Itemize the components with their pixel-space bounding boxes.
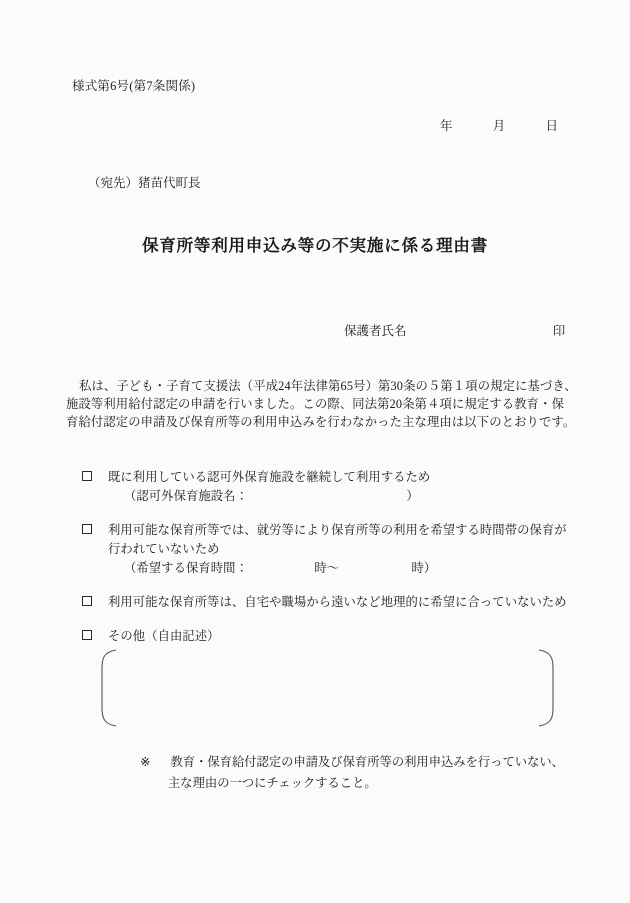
date-month: 月 bbox=[492, 119, 506, 133]
checklist-item-label bbox=[108, 521, 586, 559]
footnote-text-1: 教育・保育給付認定の申請及び保育所等の利用申込みを行っていない、 bbox=[170, 755, 564, 769]
reason-checklist bbox=[66, 468, 586, 661]
checklist-item-geographically-unsuitable[interactable] bbox=[66, 593, 586, 612]
checklist-item-other-free-description[interactable] bbox=[66, 627, 586, 646]
checklist-item-continue-unlicensed-facility[interactable] bbox=[66, 468, 586, 506]
item-line: その他（自由記述） bbox=[108, 629, 220, 643]
seal-mark: 印 bbox=[552, 324, 566, 338]
checklist-item-hours-not-available[interactable] bbox=[66, 521, 586, 578]
item-line: 行われていないため bbox=[108, 542, 220, 556]
footnote-line-1 bbox=[140, 752, 564, 773]
guardian-signature-line bbox=[344, 321, 565, 339]
footnote-mark: ※ bbox=[140, 755, 151, 769]
body-paragraph bbox=[66, 377, 577, 431]
item-line: 利用可能な保育所等では、就労等により保育所等の利用を希望する時間帯の保育が bbox=[108, 523, 567, 537]
checkbox-hours-not-available[interactable] bbox=[82, 524, 92, 534]
free-text-left-bracket bbox=[102, 650, 116, 726]
desired-hours-separator: 時〜 bbox=[314, 561, 340, 575]
body-line-3: 育給付認定の申請及び保育所等の利用申込みを行わなかった主な理由は以下のとおりです。 bbox=[66, 415, 576, 429]
facility-name-field-row bbox=[124, 487, 586, 506]
checkbox-geographically-unsuitable[interactable] bbox=[82, 596, 92, 606]
desired-hours-close-paren: 時） bbox=[411, 561, 437, 575]
item-line: 利用可能な保育所等は、自宅や職場から遠いなど地理的に希望に合っていないため bbox=[108, 595, 567, 609]
checkbox-other-free-description[interactable] bbox=[82, 630, 92, 640]
guardian-name-label: 保護者氏名 bbox=[344, 324, 407, 338]
facility-name-close-paren: ） bbox=[406, 489, 419, 503]
checklist-item-label bbox=[108, 468, 586, 487]
free-text-right-bracket bbox=[539, 650, 553, 726]
desired-hours-label: （希望する保育時間： bbox=[124, 561, 248, 575]
checklist-item-label bbox=[108, 627, 586, 646]
facility-name-label: （認可外保育施設名： bbox=[124, 489, 248, 503]
free-description-input-area[interactable] bbox=[100, 648, 555, 728]
desired-hours-field-row bbox=[124, 559, 586, 578]
date-year: 年 bbox=[439, 119, 453, 133]
checklist-item-label bbox=[108, 593, 586, 612]
date-day: 日 bbox=[545, 119, 558, 133]
form-number: 様式第6号(第7条関係) bbox=[72, 79, 196, 93]
footnote bbox=[140, 752, 564, 794]
page-title: 保育所等利用申込み等の不実施に係る理由書 bbox=[142, 236, 488, 255]
item-line: 既に利用している認可外保育施設を継続して利用するため bbox=[108, 470, 431, 484]
footnote-line-2: 主な理由の一つにチェックすること。 bbox=[168, 776, 377, 790]
body-line-2: 施設等利用給付認定の申請を行いました。この際、同法第20条第４項に規定する教育・保 bbox=[66, 397, 565, 411]
body-line-1: 私は、子ども・子育て支援法（平成24年法律第65号）第30条の５第１項の規定に基づき、 bbox=[79, 379, 577, 393]
date-line bbox=[440, 116, 558, 134]
addressee: （宛先）猪苗代町長 bbox=[88, 176, 201, 190]
checkbox-continue-unlicensed-facility[interactable] bbox=[82, 471, 92, 481]
